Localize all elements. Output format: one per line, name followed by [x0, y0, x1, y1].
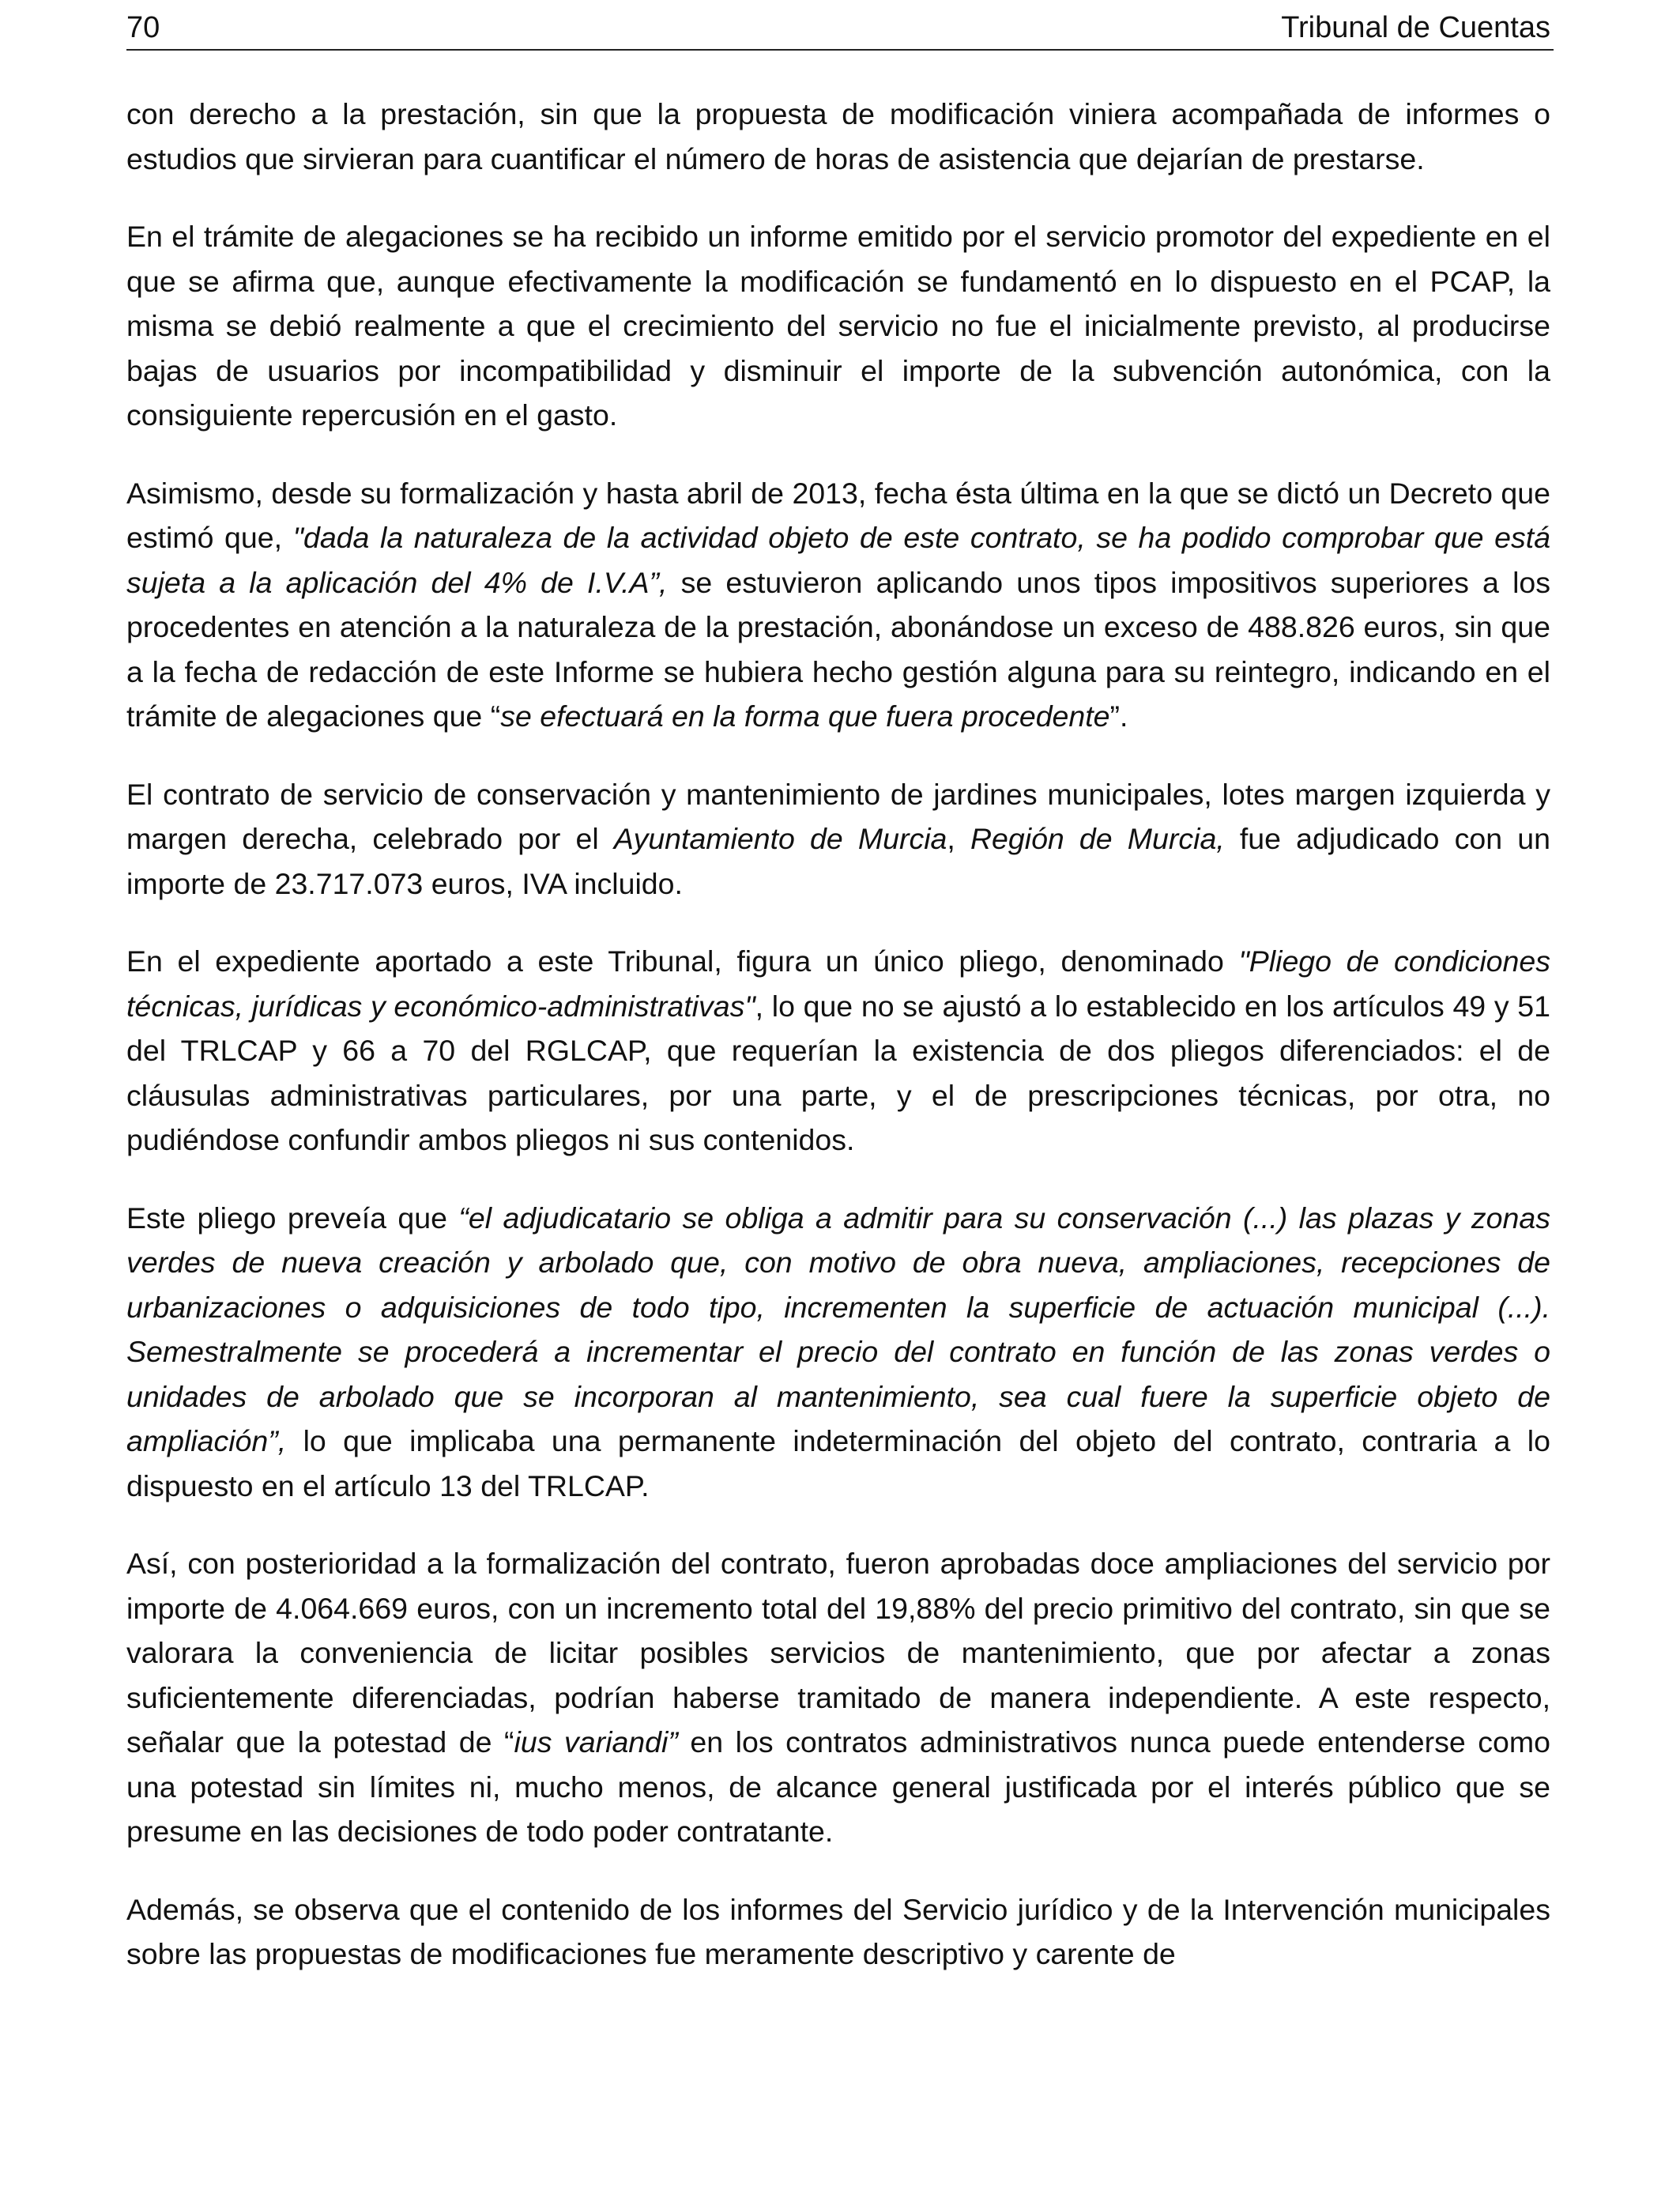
paragraph	[126, 939, 1550, 1163]
text-segment: ”.	[1109, 699, 1128, 733]
text-segment: Este pliego preveía que	[126, 1201, 459, 1235]
text-segment: , lo que no se ajustó a lo establecido en los artículos 49 y 51 del TRLCAP y 66 a 70 del RGLCAP, que requerían la existencia de dos pliegos diferenciados: el de cláusulas administrativas particulares, por una parte, y el de prescripciones técnicas, por otra, no pudiéndose confundir ambos pliegos ni sus contenidos.	[126, 989, 1550, 1156]
text-segment: El contrato de servicio de conservación y mantenimiento de jardines municipales, lotes margen izquierda y margen derecha, celebrado por el	[126, 777, 1550, 855]
quoted-text: se efectuará en la forma que fuera procedente	[500, 699, 1110, 733]
paragraph	[126, 92, 1550, 181]
paragraph	[126, 1541, 1550, 1854]
text-segment: Asimismo, desde su formalización y hasta abril de 2013, fecha ésta última en la que se dictó un Decreto que estimó que,	[126, 476, 1550, 554]
text-segment: con derecho a la prestación, sin que la propuesta de modificación viniera acompañada de informes o estudios que sirvieran para cuantificar el número de horas de asistencia que dejarían de prestarse.	[126, 97, 1550, 175]
text-segment: En el trámite de alegaciones se ha recibido un informe emitido por el servicio promotor del expediente en el que se afirma que, aunque efectivamente la modificación se fundamentó en lo dispuesto en el PCAP, la misma se debió realmente a que el crecimiento del servicio no fue el inicialmente previsto, al producirse bajas de usuarios por incompatibilidad y disminuir el importe de la subvención autonómica, con la consiguiente repercusión en el gasto.	[126, 220, 1550, 432]
paragraph	[126, 772, 1550, 907]
text-segment: Además, se observa que el contenido de los informes del Servicio jurídico y de la Intervención municipales sobre las propuestas de modificaciones fue meramente descriptivo y carente de	[126, 1892, 1550, 1970]
text-segment: Así, con posterioridad a la formalización del contrato, fueron aprobadas doce ampliaciones del servicio por importe de 4.064.669 euros, con un incremento total del 19,88% del precio primitivo del contrato, sin que se valorara la conveniencia de licitar posibles servicios de mantenimiento, que por afectar a zonas suficientemente diferenciadas, podrían haberse tramitado de manera independiente. A este respecto, señalar que la potestad de “	[126, 1547, 1550, 1759]
text-segment: lo que implicaba una permanente indeterminación del objeto del contrato, contraria a lo dispuesto en el artículo 13 del TRLCAP.	[126, 1424, 1550, 1502]
page-number: 70	[126, 11, 160, 44]
page-header	[126, 0, 1554, 51]
text-segment: se estuvieron aplicando unos tipos impositivos superiores a los procedentes en atención a la naturaleza de la prestación, abonándose un exceso de 488.826 euros, sin que a la fecha de redacción de este Informe se hubiera hecho gestión alguna para su reintegro, indicando en el trámite de alegaciones que “	[126, 565, 1551, 733]
entity-name: Ayuntamiento de Murcia	[613, 822, 947, 855]
quoted-text: "dada la naturaleza de la actividad objeto de este contrato, se ha podido comprobar que está sujeta a la aplicación del 4% de I.V.A”,	[126, 521, 1550, 599]
quoted-text: "Pliego de condiciones técnicas, jurídicas y económico-administrativas"	[126, 944, 1550, 1023]
running-title: Tribunal de Cuentas	[1281, 11, 1550, 44]
paragraph	[126, 1887, 1550, 1977]
text-segment: en los contratos administrativos nunca puede entenderse como una potestad sin límites ni, mucho menos, de alcance general justificada por el interés público que se presume en las decisiones de todo poder contratante.	[126, 1725, 1550, 1848]
quoted-text: ius variandi”	[514, 1725, 678, 1759]
text-segment: En el expediente aportado a este Tribunal, figura un único pliego, denominado	[126, 944, 1239, 978]
quoted-text: “el adjudicatario se obliga a admitir para su conservación (...) las plazas y zonas verdes de nueva creación y arbolado que, con motivo de obra nueva, ampliaciones, recepciones de urbanizaciones o adquisiciones de todo tipo, incrementen la superficie de actuación municipal (...). Semestralmente se procederá a incrementar el precio del contrato en función de las zonas verdes o unidades de arbolado que se incorporan al mantenimiento, sea cual fuere la superficie objeto de ampliación”,	[126, 1201, 1550, 1457]
paragraph	[126, 471, 1550, 739]
body-text	[126, 92, 1550, 2010]
paragraph	[126, 1196, 1550, 1509]
text-segment: ,	[947, 822, 970, 855]
paragraph	[126, 214, 1550, 438]
text-segment: fue adjudicado con un importe de 23.717.073 euros, IVA incluido.	[126, 822, 1550, 900]
entity-name: Región de Murcia,	[970, 822, 1225, 855]
